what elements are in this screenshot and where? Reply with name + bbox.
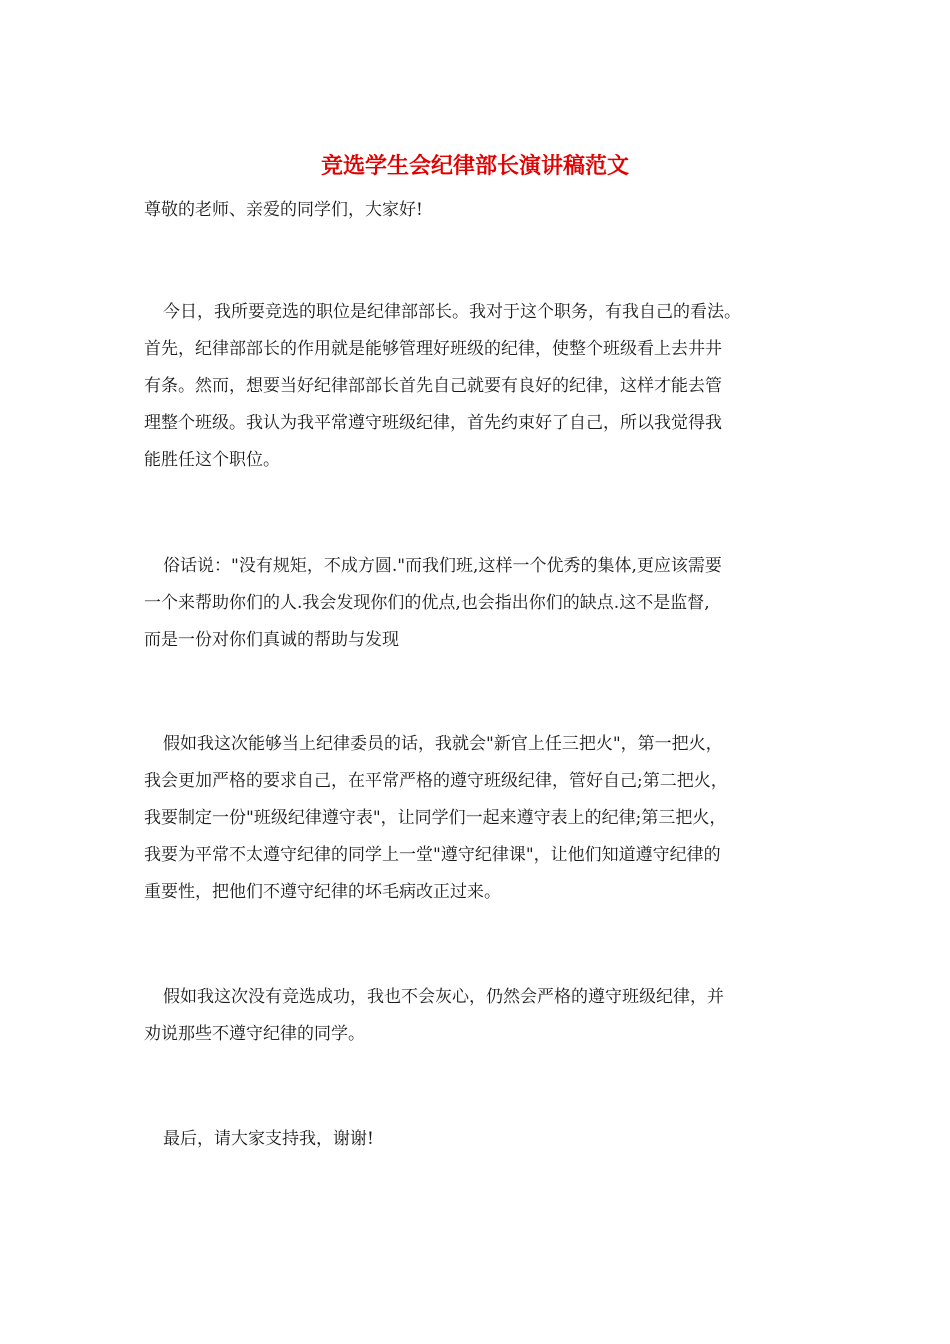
paragraph-line: 假如我这次没有竞选成功，我也不会灰心，仍然会严格的遵守班级纪律，并 — [163, 987, 724, 1007]
paragraph-line: 俗话说："没有规矩，不成方圆."而我们班,这样一个优秀的集体,更应该需要 — [163, 556, 722, 576]
paragraph-line: 能胜任这个职位。 — [144, 450, 280, 470]
paragraph-1 — [144, 294, 816, 479]
paragraph-4 — [144, 979, 816, 1053]
paragraph-line: 首先，纪律部部长的作用就是能够管理好班级的纪律，使整个班级看上去井井 — [144, 339, 722, 359]
paragraph-line: 今日，我所要竞选的职位是纪律部部长。我对于这个职务，有我自己的看法。 — [163, 302, 741, 322]
paragraph-line: 重要性，把他们不遵守纪律的坏毛病改正过来。 — [144, 882, 501, 902]
paragraph-line: 我会更加严格的要求自己，在平常严格的遵守班级纪律，管好自己;第二把火， — [144, 771, 728, 791]
paragraph-line: 劝说那些不遵守纪律的同学。 — [144, 1024, 365, 1044]
paragraph-3 — [144, 726, 816, 911]
greeting — [144, 192, 816, 229]
paragraph-line: 我要制定一份"班级纪律遵守表"，让同学们一起来遵守表上的纪律;第三把火， — [144, 808, 727, 828]
greeting-line: 尊敬的老师、亲爱的同学们，大家好! — [144, 200, 423, 220]
paragraph-5 — [144, 1121, 816, 1158]
paragraph-2 — [144, 548, 816, 659]
document-title: 竞选学生会纪律部长演讲稿范文 — [320, 154, 629, 179]
paragraph-line: 我要为平常不太遵守纪律的同学上一堂"遵守纪律课"，让他们知道遵守纪律的 — [144, 845, 721, 865]
paragraph-line: 而是一份对你们真诚的帮助与发现 — [144, 630, 399, 650]
paragraph-line: 一个来帮助你们的人.我会发现你们的优点,也会指出你们的缺点.这不是监督, — [144, 593, 710, 613]
paragraph-line: 有条。然而，想要当好纪律部部长首先自己就要有良好的纪律，这样才能去管 — [144, 376, 722, 396]
paragraph-line: 理整个班级。我认为我平常遵守班级纪律，首先约束好了自己，所以我觉得我 — [144, 413, 722, 433]
paragraph-line: 假如我这次能够当上纪律委员的话，我就会"新官上任三把火"，第一把火， — [163, 734, 723, 754]
paragraph-line: 最后，请大家支持我，谢谢! — [163, 1129, 374, 1149]
